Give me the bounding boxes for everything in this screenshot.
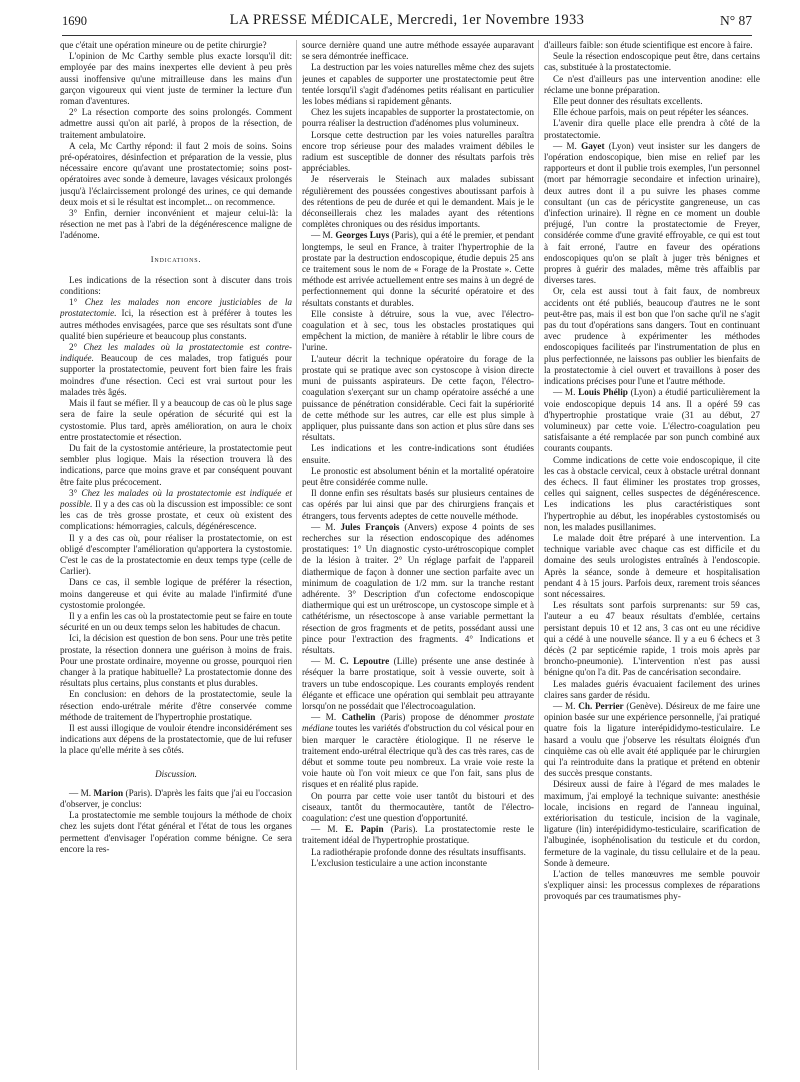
paragraph: On pourra par cette voie user tantôt du bistouri et des ciseaux, tantôt du thermocautère, tantôt de l'électro-coagulation: c'est une question d'opportunité. [302, 790, 534, 824]
paragraph: Elle échoue parfois, mais on peut répéter les séances. [553, 107, 749, 118]
page-number: 1690 [62, 14, 87, 28]
speaker-name: C. Lepoutre [339, 656, 390, 667]
paragraph: A cela, Mc Carthy répond: il faut 2 mois de soins. Soins pré-opératoires, désinfection et préparation de la vessie, plus nécessaire encore qu'avant une prostatectomie; soins post-opératoires avec sonde à demeure, lavages vésicaux prolongés jusqu'à l'éclaircissement prolongé des urines, ce qui demande deux mois et si le résultat est incomplet... on recommence. [60, 140, 292, 207]
speaker-name: Gayet [581, 140, 605, 151]
paragraph: Il est aussi illogique de vouloir étendre inconsidérément ses indications aux dépens de la prostatectomie, que de lui refuser la place qu'elle mérite à ses côtés. [60, 722, 292, 756]
paragraph: 2° La résection comporte des soins prolongés. Comment admettre aussi qu'on ait parlé, à propos de la résection, de traitement ambulatoire. [60, 107, 292, 140]
section-heading-indications: Indications. [150, 253, 202, 264]
paragraph: — M. Ch. Perrier (Genève). Désireux de me faire une opinion basée sur une expérience personnelle, j'ai pratiqué quatre fois la ligature interépididymo-testiculaire. Le hasard a voulu que j'observe les résultats éloignés d'un cinquième cas où elle avait été appliquée par le chirurgien qui l'a reintroduite dans la pratique et prétend en obtenir des succès presque constants. [544, 700, 760, 779]
paragraph: Mais il faut se méfier. Il y a beaucoup de cas où le plus sage sera de faire la seule opération de sécurité qui est la cystostomie. Plus tard, après amélioration, on aura le choix entre prostatectomie et résection. [60, 398, 292, 442]
paragraph: La prostatectomie me semble toujours la méthode de choix chez les sujets dont l'état général et l'état de tous les organes permettent d'envisager l'opération comme bénigne. Ce sera encore la res- [60, 810, 292, 854]
paragraph: La radiothérapie profonde donne des résultats insuffisants. [311, 846, 526, 857]
paragraph: Les malades guéris évacuaient facilement des urines claires sans garder de résidu. [544, 678, 760, 700]
paragraph: Les indications et les contre-indications sont étudiées ensuite. [302, 443, 534, 465]
paragraph: Il y a des cas où, pour réaliser la prostatectomie, on est obligé d'escompter l'amélioration qu'apportera la cystostomie. C'est le cas de la prostatectomie en deux temps type (celle de Carlier). [60, 532, 292, 577]
paragraph: source dernière quand une autre méthode essayée auparavant se sera démontrée inefficace. [302, 40, 534, 62]
paragraph: — M. Gayet (Lyon) veut insister sur les dangers de l'opération endoscopique, bien mise en relief par les rapporteurs et dont il publie trois exemples, l'un personnel (mort par hémorragie secondaire et infection urinaire), deux autres dont il a pu suivre les phases comme consultant (un cas de péricystite gangreneuse, un cas d'infection urinaire). Il règne en ce moment un double préjugé, l'un contre la prostatectomie de Freyer, considérée comme d'une gravité effroyable, ce qui est tout à fait erroné, l'autre en faveur des opérations endoscopiques qu'on se plaît à juger très bénignes et propres à guérir des malades, même très affaiblis par diverses tares. [544, 140, 760, 286]
paragraph: Il y a enfin les cas où la prostatectomie peut se faire en toute sécurité en un ou deux temps selon les habitudes de chacun. [60, 610, 292, 633]
paragraph: — M. Jules François (Anvers) expose 4 points de ses recherches sur la résection endoscopique des adénomes prostatiques: 1° Un diagnostic cysto-urétroscopique complet de la lésion à traiter. 2° Un réglage parfait de l'appareil diathermique de façon à donner une section parfaite avec un minimum de coagulation de 1/2 mm. sur la tranche restant adhérente. 3° Description d'un cofectome endoscopique diathermique qui est un urétroscope, un cystoscope simple et à cathétérisme, un résectoscope à anse variable permettant la résection de gros fragments et de petits, possédant aussi une pince pour l'extraction des fragments. 4° Indications et résultats. [302, 521, 534, 655]
paragraph: L'auteur décrit la technique opératoire du forage de la prostate qui se pratique avec son cystoscope à vision directe muni de puissants aspirateurs. De cette façon, l'électro-coagulation s'exerçant sur un champ opératoire asséché a une puissance de pénétration considérable. Ceci fait la supériorité de cette méthode sur les autres, car elle est plus simple à appliquer, plus puissante dans son action et plus sûre dans ses résultats. [302, 353, 534, 443]
column-right [544, 40, 760, 1070]
paragraph: Ici, la décision est question de bon sens. Pour une très petite prostate, la résection donnera une guérison à moins de frais. Pour une prostate ordinaire, moyenne ou grosse, pourquoi rien changer à la pratique habituelle? La prostatectomie donne des résultats plus certains, plus constants et plus durables. [60, 633, 292, 689]
paragraph: Les indications de la résection sont à discuter dans trois conditions: [60, 274, 292, 297]
speaker-name: Louis Phélip [578, 387, 628, 398]
paragraph: Elle consiste à détruire, sous la vue, avec l'électro-coagulation et à sec, tous les obstacles prostatiques qui empêchent la miction, de manière à rétablir le libre cours de l'urine. [302, 308, 534, 353]
paragraph: Le pronostic est absolument bénin et la mortalité opératoire peut être considérée comme nulle. [302, 465, 534, 487]
paragraph: Du fait de la cystostomie antérieure, la prostatectomie peut sembler plus logique. Mais la résection trouvera là des indications, parce que moins grave et par conséquent pouvant être faite plus précocement. [60, 442, 292, 487]
paragraph: 2° Chez les malades où la prostatectomie est contre-indiquée. Beaucoup de ces malades, trop fatigués pour supporter la prostatectomie, peuvent fort bien faire les frais moindres d'une résection. Ceci est vrai surtout pour les malades très âgés. [60, 342, 292, 397]
paragraph: L'action de telles manœuvres me semble pouvoir s'expliquer ainsi: les processus complexes de réparations provoqués par ces traumatismes phy- [544, 869, 760, 902]
page-header [62, 12, 752, 32]
paragraph: L'opinion de Mc Carthy semble plus exacte lorsqu'il dit: employée par des mains inexpertes elle devient à peu près aussi inoffensive qu'une mitrailleuse dans les mains d'un garçon vigoureux qui vient juste de terminer la lecture d'un roman d'aventures. [60, 51, 292, 107]
issue-number: N° 87 [719, 13, 752, 28]
paragraph: L'avenir dira quelle place elle prendra à côté de la prostatectomie. [544, 118, 760, 140]
paragraph: Les résultats sont parfois surprenants: sur 59 cas, l'auteur a eu 47 beaux résultats d'emblée, certains persistant depuis 10 et 12 ans, 3 cas ont eu une récidive qui a cédé à une nouvelle séance. Il y a eu 6 échecs et 3 décès (2 par septicémie rapide, 1 trois mois après par broncho-pneumonie). L'intervention n'est pas aussi bénigne qu'on l'a dit. Pas de cancérisation secondaire. [544, 600, 760, 678]
paragraph: — M. Cathelin (Paris) propose de dénommer prostate médiane toutes les variétés d'obstruction du col vésical pour en bien marquer le caractère étiologique. Il ne réserve le traitement endo-urétral électrique qu'à des cas très rares, cas de début et somme toute peu nombreux. La vraie voie reste la voie haute où l'on voit mieux ce que l'on fait, sans plus de risques et en réalité plus rapide. [302, 712, 534, 790]
paragraph: — M. Marion (Paris). D'après les faits que j'ai eu l'occasion d'observer, je conclus: [60, 787, 292, 809]
header-rule [62, 35, 752, 36]
paragraph: Je réserverais le Steinach aux malades subissant régulièrement des poussées congestives aboutissant parfois à des rétentions de peu de durée et qui le demandent. Mais je le déconseillerais chez les malades ayant des rétentions complètes chroniques ou des résidus importants. [302, 174, 534, 230]
speaker-name: E. Papin [345, 824, 384, 835]
journal-title: LA PRESSE MÉDICALE, Mercredi, 1er Novembre 1933 [229, 12, 585, 28]
paragraph: La destruction par les voies naturelles même chez des sujets jeunes et capables de supporter une prostatectomie peut être tentée lorsqu'il s'agit d'adénomes petits réalisant en particulier les lobes médians si rapidement gênants. [302, 62, 534, 107]
column-divider [538, 40, 539, 1070]
paragraph: Désireux aussi de faire à l'égard de mes malades le maximum, j'ai employé la technique suivante: anesthésie locale, incisions en regard de l'anneau inguinal, extériorisation du testicule, incision de la vaginale, ligature (lin) interépididymo-testiculaire, scarification de l'albuginée, isophénolisation du testicule et du cordon, fermeture de la vaginale, du tissu cellulaire et de la peau. Sonde à demeure. [544, 779, 760, 868]
paragraph: — M. Georges Luys (Paris), qui a été le premier, et pendant longtemps, le seul en France, à traiter l'hypertrophie de la prostate par la destruction endoscopique, étudie depuis 25 ans ce traitement sous le nom de « Forage de la Prostate ». Cette méthode est arrivée actuellement entre ses mains à un degré de perfectionnement qui donne la sécurité opératoire et des résultats constants et durables. [302, 230, 534, 308]
paragraph: que c'était une opération mineure ou de petite chirurgie? [60, 40, 267, 50]
paragraph: Lorsque cette destruction par les voies naturelles paraîtra encore trop sérieuse pour des malades vraiment débiles le radium est susceptible de donner des résultats parfois très appréciables. [302, 129, 534, 174]
speaker-name: Cathelin [341, 712, 376, 723]
paragraph: Le malade doit être préparé à une intervention. La technique variable avec chaque cas est difficile et du domaine des seuls urologistes entraînés à l'endoscopie. Après la séance, sonde à demeure et hospitalisation pendant 4 à 15 jours. Parfois deux, rarement trois séances sont nécessaires. [544, 532, 760, 599]
paragraph: 1° Chez les malades non encore justiciables de la prostatectomie. Ici, la résection est à préférer à toutes les autres méthodes envisagées, parce que ses résultats sont d'une qualité bien supérieure et beaucoup plus constants. [60, 297, 292, 341]
paragraph: d'ailleurs faible: son étude scientifique est encore à faire. [544, 40, 753, 50]
paragraph: Dans ce cas, il semble logique de préférer la résection, moins dangereuse et qui évite au malade l'infirmité d'une cystostomie prolongée. [60, 577, 292, 610]
paragraph: Or, cela est aussi tout à fait faux, de nombreux accidents ont été publiés, beaucoup d'autres ne le sont peut-être pas, mais il est bon que l'on sache qu'il ne s'agit pas du tout d'opérations sans dangers. Tout en continuant avec prudence à expérimenter les méthodes endoscopiques faciliteés par l'instrumentation de plus en plus perfectionnée, ne laissons pas oublier les bienfaits de la prostatectomie à ciel ouvert et travaillons à poser des indications précises pour l'une et l'autre méthode. [544, 286, 760, 387]
column-divider [296, 40, 297, 1070]
paragraph: — M. C. Lepoutre (Lille) présente une anse destinée à réséquer la barre prostatique, soit à vessie ouverte, soit à travers un tube endoscopique. Les courants employés rendent élégante et efficace une opération qui semblait peu attrayante lorsqu'on ne possédait que l'électrocoagulation. [302, 656, 534, 711]
speaker-name: Jules François [340, 521, 400, 532]
paragraph: En conclusion: en dehors de la prostatectomie, seule la résection endo-urétrale mérite d'être conservée comme méthode de traitement de l'hypertrophie prostatique. [60, 689, 292, 722]
paragraph: Ce n'est d'ailleurs pas une intervention anodine: elle réclame une bonne préparation. [544, 73, 760, 95]
column-left [60, 40, 292, 1070]
paragraph: 3° Enfin, dernier inconvénient et majeur celui-là: la résection ne met pas à l'abri de la dégénérescence maligne de l'adénome. [60, 208, 292, 241]
paragraph: Chez les sujets incapables de supporter la prostatectomie, on pourra réaliser la destruction d'adénomes plus volumineux. [302, 107, 534, 129]
paragraph: Comme indications de cette voie endoscopique, il cite les cas à obstacle cervical, ceux à obstacle urétral donnant des échecs. Il faut éliminer les prostates trop grosses, celles qui saignent, celles suspectes de dégénérescence. Les indications les plus caractéristiques sont l'hypertrophie au début, les inopérables cystostomisés ou non, les malades pusillanimes. [544, 454, 760, 532]
speaker-name: Ch. Perrier [578, 700, 624, 711]
section-heading-discussion: Discussion. [155, 768, 197, 779]
paragraph: L'exclusion testiculaire a une action inconstante [311, 857, 487, 868]
paragraph: Il donne enfin ses résultats basés sur plusieurs centaines de cas opérés par lui ainsi que par des chirurgiens français et étrangers, tous fervents adeptes de cette nouvelle méthode. [302, 488, 534, 521]
paragraph: Elle peut donner des résultats excellents. [553, 96, 703, 107]
paragraph: Seule la résection endoscopique peut être, dans certains cas, substituée à la prostatectomie. [544, 51, 760, 73]
paragraph: — M. E. Papin (Paris). La prostatectomie reste le traitement idéal de l'hypertrophie prostatique. [302, 824, 534, 846]
column-middle [302, 40, 534, 1070]
paragraph: — M. Louis Phélip (Lyon) a étudié particulièrement la voie endoscopique depuis 14 ans. Il a opéré 59 cas d'hypertrophie prostatique vraie (31 au début, 27 volumineux) par cette voie. L'électro-coagulation peu satisfaisante a été remplacée par son punch combiné aux courants coupants. [544, 387, 760, 454]
paragraph: 3° Chez les malades où la prostatectomie est indiquée et possible. Il y a des cas où la discussion est impossible: ce sont les cas de très grosse prostate, et ceux où existent des complications: hémorragies, calculs, dégénérescence. [60, 487, 292, 532]
speaker-name: Marion [93, 787, 124, 798]
speaker-name: Georges Luys [335, 230, 390, 241]
